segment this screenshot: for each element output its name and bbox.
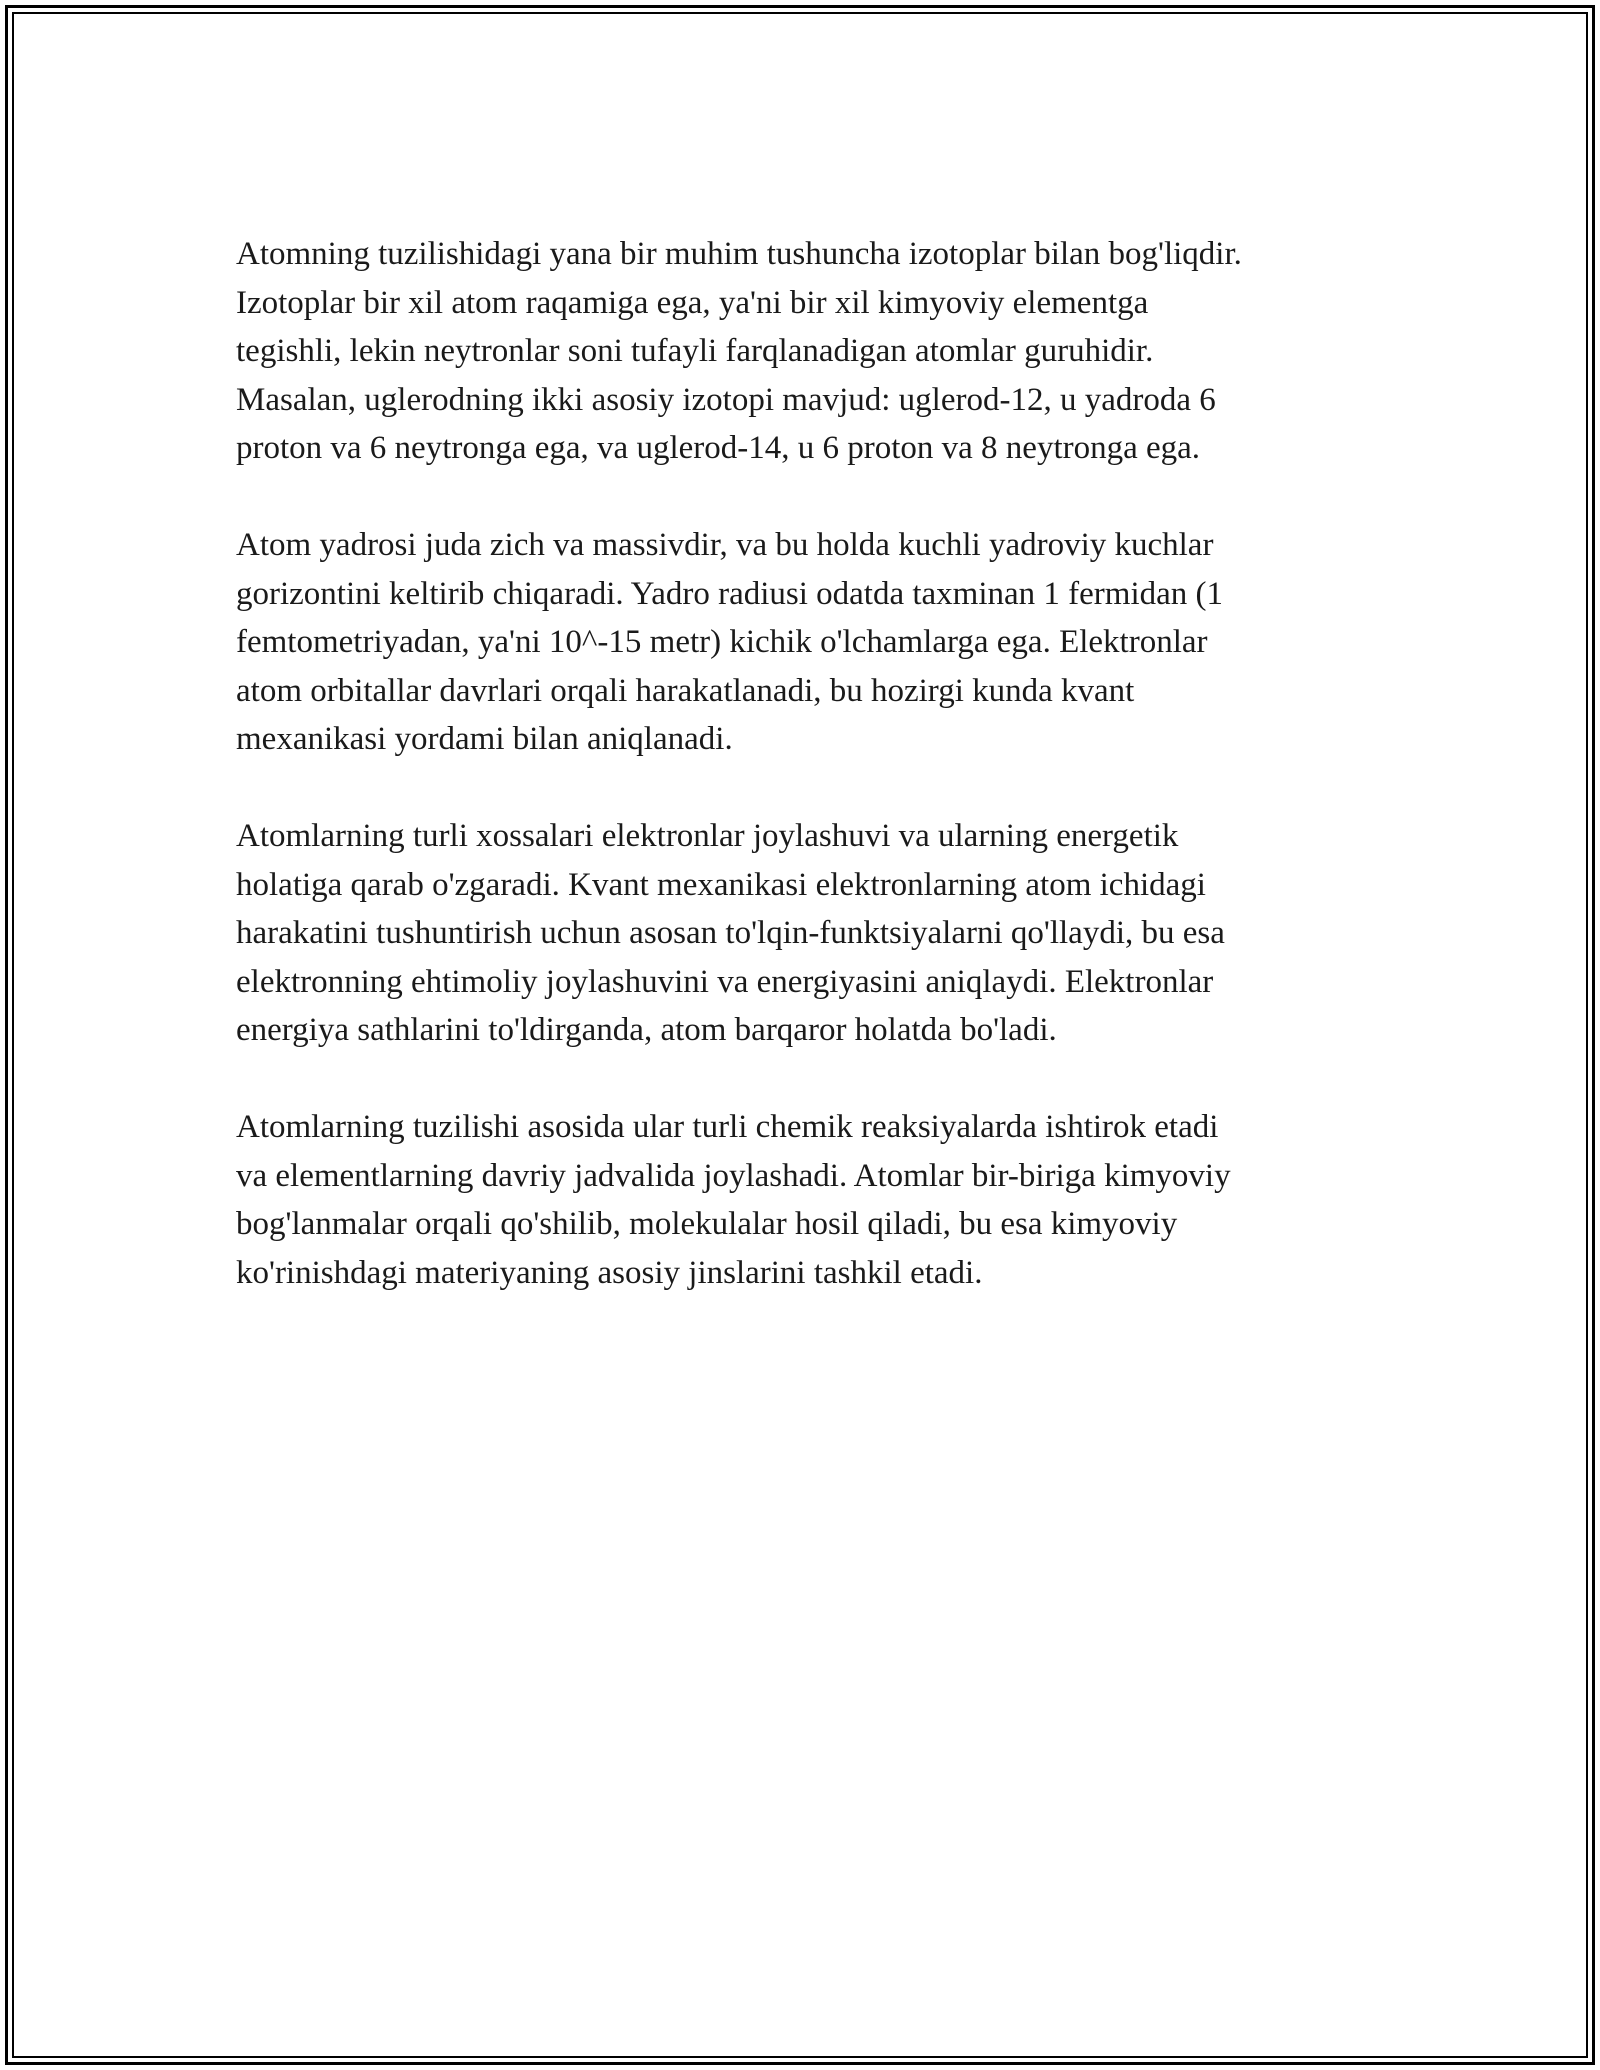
text-line: ko'rinishdagi materiyaning asosiy jinslarini tashkil etadi. bbox=[236, 1254, 983, 1291]
document-body bbox=[236, 230, 1376, 1297]
text-line: proton va 6 neytronga ega, va uglerod-14, u 6 proton va 8 neytronga ega. bbox=[236, 430, 1201, 466]
text-line: Atomlarning turli xossalari elektronlar joylashuvi va ularning energetik bbox=[236, 818, 1179, 854]
text-line: Izotoplar bir xil atom raqamiga ega, ya'ni bir xil kimyoviy elementga bbox=[236, 284, 1149, 321]
paragraph-isotopes bbox=[236, 230, 1376, 473]
text-line: Atom yadrosi juda zich va massivdir, va bu holda kuchli yadroviy kuchlar bbox=[236, 527, 1214, 563]
paragraph-nucleus bbox=[236, 521, 1376, 764]
text-line: bog'lanmalar orqali qo'shilib, molekulalar hosil qiladi, bu esa kimyoviy bbox=[236, 1206, 1178, 1242]
text-line: holatiga qarab o'zgaradi. Kvant mexanikasi elektronlarning atom ichidagi bbox=[236, 866, 1206, 903]
paragraph-electrons bbox=[236, 812, 1376, 1055]
text-line: Masalan, uglerodning ikki asosiy izotopi mavjud: uglerod-12, u yadroda 6 bbox=[236, 381, 1216, 418]
text-line: mexanikasi yordami bilan aniqlanadi. bbox=[236, 721, 733, 757]
text-line: atom orbitallar davrlari orqali harakatlanadi, bu hozirgi kunda kvant bbox=[236, 672, 1135, 709]
text-line: femtometriyadan, ya'ni 10^-15 metr) kichik o'lchamlarga ega. Elektronlar bbox=[236, 624, 1208, 660]
text-line: Atomning tuzilishidagi yana bir muhim tushuncha izotoplar bilan bog'liqdir. bbox=[236, 236, 1242, 272]
text-line: tegishli, lekin neytronlar soni tufayli farqlanadigan atomlar guruhidir. bbox=[236, 333, 1154, 369]
text-line: elektronning ehtimoliy joylashuvini va energiyasini aniqlaydi. Elektronlar bbox=[236, 963, 1214, 1000]
text-line: va elementlarning davriy jadvalida joylashadi. Atomlar bir-biriga kimyoviy bbox=[236, 1157, 1231, 1194]
paragraph-reactions bbox=[236, 1103, 1376, 1297]
text-line: harakatini tushuntirish uchun asosan to'lqin-funktsiyalarni qo'llaydi, bu esa bbox=[236, 915, 1225, 951]
text-line: energiya sathlarini to'ldirganda, atom barqaror holatda bo'ladi. bbox=[236, 1012, 1057, 1048]
text-line: Atomlarning tuzilishi asosida ular turli chemik reaksiyalarda ishtirok etadi bbox=[236, 1109, 1219, 1145]
text-line: gorizontini keltirib chiqaradi. Yadro radiusi odatda taxminan 1 fermidan (1 bbox=[236, 575, 1224, 612]
